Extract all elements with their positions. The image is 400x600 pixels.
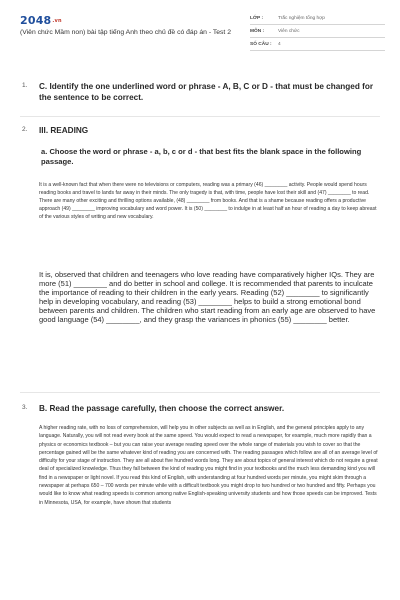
meta-row-subject: [250, 25, 385, 38]
passage-paragraph: A higher reading rate, with no loss of comprehension, will help you in other subjects as well as in English, and the general principles apply to any language. Naturally, you will not read every book at the same speed. You would expect to read a newspaper, for example, much more rapidly than a physics or economics textbook – but you can raise your average reading speed over the whole range of materials you wish to cover so that the percentage gained will be the same whatever kind of reading you are concerned with. The reading passages which follow are all of an average level of difficulty for your stage of instruction. They are all about five hundred words long. They are about topics of general interest which do not require a great deal of specialized knowledge. Thus they fall between the kind of reading you might find in your textbooks and the much less demanding kind you will find in a newspaper or light novel. If you read this kind of English, with understanding at four hundred words per minute, you might skim through a newspaper at perhaps 650 – 700 words per minute while with a difficult textbook you might drop to two hundred or two hundred and fifty. Perhaps you would like to know what reading speeds is common among native English-speaking university students and how those speeds can be improved. Tests in Minnesota, USA, for example, have shown that students: [39, 425, 378, 506]
question-number: 2.: [22, 126, 28, 133]
meta-label: SỐ CÂU :: [250, 41, 272, 47]
meta-value: Trắc nghiệm tổng hợp: [278, 15, 325, 21]
document-title: (Viên chức Mầm non) bài tập tiếng Anh theo chủ đề có đáp án - Test 2: [20, 29, 231, 36]
meta-row-class: [250, 12, 385, 25]
meta-table: [250, 12, 385, 51]
meta-value: Viên chức: [278, 28, 300, 34]
question-2: [22, 126, 382, 138]
question-title: C. Identify the one underlined word or phrase - A, B, C or D - that must be changed for the sentence to be correct.: [39, 82, 374, 102]
divider: [20, 116, 380, 117]
question-number: 3.: [22, 404, 28, 411]
meta-label: LỚP :: [250, 15, 264, 21]
page-header: [0, 0, 400, 62]
question-1: [22, 82, 382, 106]
passage-paragraph: It is a well-known fact that when there were no televisions or computers, reading was a primary (46) ________ activity. People would spend hours reading books and travel to lands far away in their minds. The only tragedy is that, with time, people have lost their skill and (47) ________ to read. There are many other exciting and thrilling options available, (48) ________ from books. And that is a shame because reading offers a productive approach (49) ________ improving vocabulary and word power. It is (50) ________ to indulge in at least half an hour of reading a day to keep abreast of the various styles of writing and new vocabulary.: [39, 182, 377, 220]
logo-text: 2048: [20, 14, 52, 27]
question-3: [22, 404, 382, 416]
question-number: 1.: [22, 82, 28, 89]
meta-row-count: [250, 38, 385, 51]
question-title: B. Read the passage carefully, then choose the correct answer.: [39, 404, 285, 413]
logo-suffix: .vn: [52, 18, 62, 24]
meta-value: 4: [278, 41, 281, 47]
meta-label: MÔN :: [250, 28, 265, 34]
divider: [20, 392, 380, 393]
section-subtitle: a. Choose the word or phrase - a, b, c or d - that best fits the blank space in the following passage.: [41, 147, 362, 166]
site-logo[interactable]: [20, 14, 62, 27]
passage-paragraph: It is, observed that children and teenagers who love reading have comparatively higher IQs. They are more (51) ________ and do better in school and college. It is recommended that parents to inculcate the importance of reading to their children in the early years. Reading (52) ________ to significantly help in developing vocabulary, and reading (53) ________ helps to build a strong emotional bond between parents and children. The children who start reading from an early age are observed to have good language (54) ________, and they grasp the variances in phonics (55) ________ better.: [39, 270, 376, 325]
question-title: III. READING: [39, 126, 89, 135]
